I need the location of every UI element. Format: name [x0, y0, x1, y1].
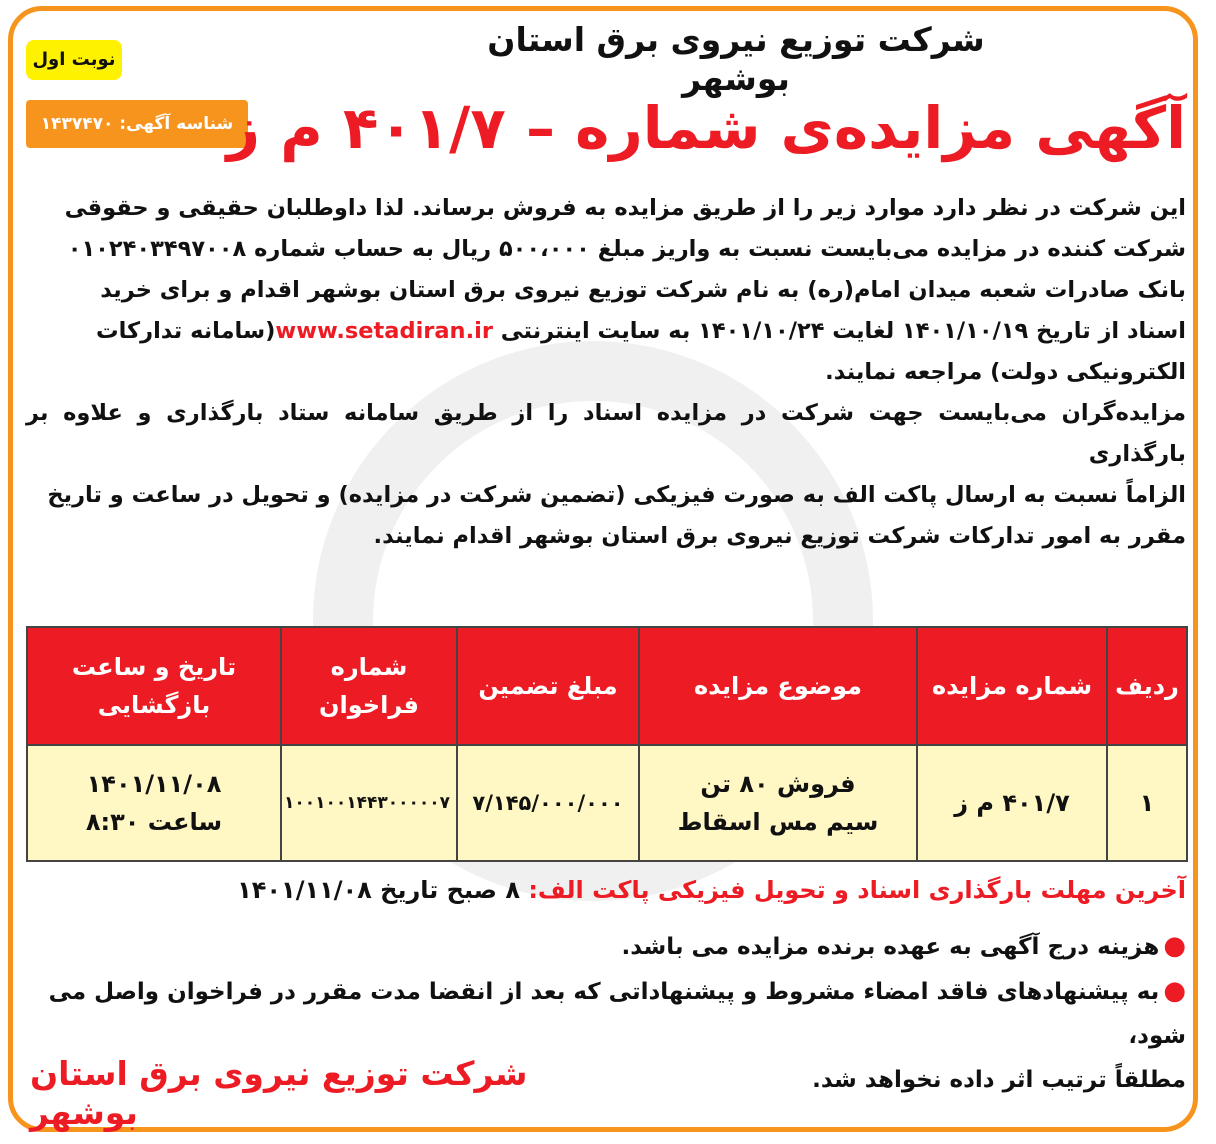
auction-table [26, 626, 1188, 862]
website-link[interactable]: www.setadiran.ir [275, 318, 493, 344]
bullet-icon: ● [1163, 976, 1186, 1006]
deadline-value: ۸ صبح تاریخ ۱۴۰۱/۱۱/۰۸ [237, 876, 520, 904]
bullet-icon: ● [1163, 931, 1186, 961]
company-name-footer: شرکت توزیع نیروی برق استان بوشهر [30, 1054, 528, 1132]
note-item-continued: مطلقاً ترتیب اثر داده نخواهد شد. [812, 1067, 1186, 1093]
header-auction-number: شماره مزایده [917, 627, 1107, 745]
header-row-number: ردیف [1107, 627, 1187, 745]
note-text: هزینه درج آگهی به عهده برنده مزایده می باشد. [621, 934, 1160, 960]
instructions-line: الزاماً نسبت به ارسال پاکت الف به صورت فیزیکی (تضمین شرکت در مزایده) و تحویل در ساعت و تاریخ [47, 482, 1186, 508]
note-item [26, 924, 1186, 969]
intro-line: شرکت کننده در مزایده می‌بایست نسبت به واریز مبلغ ۵۰۰،۰۰۰ ریال به حساب شماره ۰۱۰۲۴۰۳۴۹۷۰۰۸ [67, 236, 1186, 262]
cell-opening-date [27, 745, 281, 861]
cell-text: ۱۴۰۱/۱۱/۰۸ [86, 770, 222, 798]
deadline-label: آخرین مهلت بارگذاری اسناد و تحویل فیزیکی پاکت الف: [528, 876, 1186, 904]
intro-line [26, 311, 1186, 352]
header-subject: موضوع مزایده [639, 627, 917, 745]
intro-line: این شرکت در نظر دارد موارد زیر را از طریق مزایده به فروش برساند. لذا داوطلبان حقیقی و حقوقی [64, 195, 1186, 221]
cell-text: فروش ۸۰ تن [700, 770, 856, 798]
auction-title: آگهی مزایده‌ی شماره – ۴۰۱/۷ م ز [226, 94, 1186, 162]
note-item [26, 969, 1186, 1058]
table-row [27, 745, 1187, 861]
intro-line: الکترونیکی دولت) مراجعه نمایند. [825, 359, 1186, 385]
header-opening-date [27, 627, 281, 745]
instructions-line: مقرر به امور تدارکات شرکت توزیع نیروی برق استان بوشهر اقدام نمایند. [373, 523, 1186, 549]
cell-text: سیم مس اسقاط [677, 808, 879, 836]
header-text: فراخوان [319, 691, 419, 719]
intro-line: بانک صادرات شعبه میدان امام(ره) به نام شرکت توزیع نیروی برق استان بوشهر اقدام و برای خرید [100, 277, 1186, 303]
header-call-number [281, 627, 457, 745]
intro-text: (سامانه تدارکات [95, 318, 276, 344]
table-header-row [27, 627, 1187, 745]
instructions-line: مزایده‌گران می‌بایست جهت شرکت در مزایده اسناد را از طریق سامانه ستاد بارگذاری و علاوه بر بارگذاری [26, 400, 1186, 467]
ad-id-badge: شناسه آگهی: ۱۴۳۷۴۷۰ [26, 100, 248, 148]
header-text: شماره [330, 653, 408, 681]
deadline-line [26, 876, 1186, 904]
announcement-body [26, 188, 1186, 557]
intro-text: اسناد از تاریخ ۱۴۰۱/۱۰/۱۹ لغایت ۱۴۰۱/۱۰/۲۴ به سایت اینترنتی [500, 318, 1186, 344]
company-name-header: شرکت توزیع نیروی برق استان بوشهر [487, 20, 985, 98]
note-text: به پیشنهادهای فاقد امضاء مشروط و پیشنهاداتی که بعد از انقضا مدت مقرر در فراخوان واصل می شود، [48, 979, 1186, 1049]
cell-call-number: ۱۰۰۱۰۰۱۴۴۳۰۰۰۰۰۷ [281, 745, 457, 861]
header-text: تاریخ و ساعت [71, 653, 237, 681]
cell-subject [639, 745, 917, 861]
round-badge: نوبت اول [26, 40, 122, 80]
header-text: بازگشایی [97, 691, 211, 719]
cell-auction-number: ۴۰۱/۷ م ز [917, 745, 1107, 861]
cell-guarantee: ۷/۱۴۵/۰۰۰/۰۰۰ [457, 745, 639, 861]
header-guarantee: مبلغ تضمین [457, 627, 639, 745]
cell-row-number: ۱ [1107, 745, 1187, 861]
cell-text: ساعت ۸:۳۰ [85, 808, 223, 836]
